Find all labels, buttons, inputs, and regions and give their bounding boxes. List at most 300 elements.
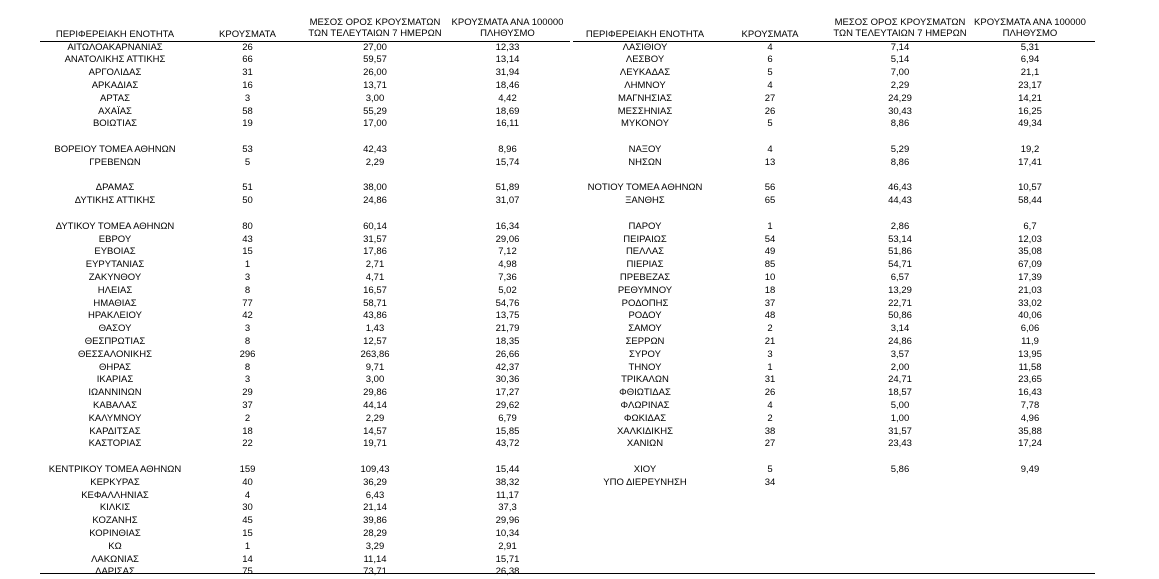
region-cell: ΡΕΘΥΜΝΟΥ: [617, 284, 673, 296]
cases-cell: 54: [764, 233, 776, 245]
table-row: [0, 259, 1159, 272]
region-cell: ΚΟΖΑΝΗΣ: [92, 515, 138, 527]
per-cell: 7,12: [498, 246, 517, 258]
per-cell: 18,69: [495, 105, 520, 117]
cases-cell: 51: [242, 182, 253, 194]
region-cell: ΚΑΒΑΛΑΣ: [93, 399, 137, 411]
avg-cell: 14,57: [363, 425, 387, 437]
table-row: [0, 554, 1159, 567]
cases-cell: 15: [242, 527, 253, 539]
region-cell: ΞΑΝΘΗΣ: [625, 195, 665, 207]
region-cell: ΦΛΩΡΙΝΑΣ: [620, 399, 670, 411]
cases-cell: 85: [764, 259, 776, 271]
region-cell: ΑΡΚΑΔΙΑΣ: [91, 79, 139, 91]
avg-cell: 3,00: [365, 374, 385, 386]
table-row: [0, 477, 1159, 490]
cases-cell: 3: [244, 323, 251, 335]
per-cell: 31,94: [495, 67, 520, 79]
region-cell: ΒΟΡΕΙΟΥ ΤΟΜΕΑ ΑΘΗΝΩΝ: [54, 143, 176, 155]
cases-cell: 22: [242, 438, 253, 450]
per-cell: 54,76: [495, 297, 520, 309]
avg-cell: 27,00: [363, 41, 387, 53]
avg-cell: 24,86: [888, 335, 912, 347]
per-cell: 15,44: [495, 463, 520, 475]
region-cell: ΚΑΡΔΙΤΣΑΣ: [89, 425, 141, 437]
avg-cell: 2,71: [365, 259, 385, 271]
avg-cell: 55,29: [363, 105, 387, 117]
avg-cell: 44,43: [888, 195, 912, 207]
avg-cell: 17,00: [363, 118, 387, 130]
avg-cell: 6,43: [365, 489, 385, 501]
avg-cell: 2,00: [890, 361, 910, 373]
per-cell: 7,36: [498, 271, 517, 283]
avg-cell: 109,43: [360, 463, 390, 475]
table-row: [0, 182, 1159, 195]
region-cell: ΘΕΣΠΡΩΤΙΑΣ: [84, 335, 146, 347]
left-header-per: ΚΡΟΥΣΜΑΤΑ ΑΝΑ 100000 ΠΛΗΘΥΣΜΟ: [451, 16, 564, 39]
region-cell: ΒΟΙΩΤΙΑΣ: [92, 118, 138, 130]
avg-cell: 39,86: [363, 515, 387, 527]
avg-cell: 44,14: [363, 399, 387, 411]
avg-cell: 23,43: [888, 438, 912, 450]
per-cell: 13,75: [495, 310, 520, 322]
table-row: [0, 272, 1159, 285]
cases-cell: 4: [244, 489, 251, 501]
table-row: [0, 413, 1159, 426]
region-cell: ΗΡΑΚΛΕΙΟΥ: [88, 310, 142, 322]
per-cell: 38,32: [495, 476, 520, 488]
avg-cell: 13,71: [363, 79, 387, 91]
cases-cell: 77: [242, 297, 253, 309]
cases-cell: 5: [244, 156, 251, 168]
avg-cell: 7,14: [890, 41, 910, 53]
per-cell: 8,96: [498, 143, 517, 155]
avg-cell: 5,00: [890, 399, 910, 411]
region-cell: ΔΥΤΙΚΟΥ ΤΟΜΕΑ ΑΘΗΝΩΝ: [55, 220, 175, 232]
region-cell: ΗΜΑΘΙΑΣ: [93, 297, 137, 309]
per-cell: 2,91: [498, 540, 517, 552]
table-row: [0, 67, 1159, 80]
cases-cell: 159: [239, 463, 256, 475]
per-cell: 31,07: [495, 195, 520, 207]
cases-cell: 3: [244, 271, 251, 283]
per-cell: 11,58: [1018, 361, 1042, 373]
per-cell: 33,02: [1018, 297, 1042, 309]
cases-cell: 14: [242, 553, 253, 565]
avg-cell: 21,14: [363, 502, 387, 514]
table-row: [0, 42, 1159, 55]
cases-cell: 4: [767, 41, 773, 53]
per-cell: 4,96: [1020, 412, 1040, 424]
region-cell: ΚΑΛΥΜΝΟΥ: [88, 412, 142, 424]
left-header-avg: ΜΕΣΟΣ ΟΡΟΣ ΚΡΟΥΣΜΑΤΩΝ ΤΩΝ ΤΕΛΕΥΤΑΙΩΝ 7 ΗΜΕΡΩΝ: [308, 16, 442, 39]
table-row: [0, 515, 1159, 528]
avg-cell: 42,43: [363, 143, 387, 155]
avg-cell: 8,86: [890, 156, 910, 168]
per-cell: 7,78: [1020, 399, 1040, 411]
avg-cell: 51,86: [888, 246, 912, 258]
avg-cell: 53,14: [888, 233, 912, 245]
cases-cell: 56: [764, 182, 776, 194]
cases-cell: 4: [767, 143, 773, 155]
per-cell: 12,03: [1018, 233, 1042, 245]
region-cell: ΔΥΤΙΚΗΣ ΑΤΤΙΚΗΣ: [74, 195, 156, 207]
cases-cell: 10: [764, 271, 776, 283]
cases-cell: 5: [767, 463, 773, 475]
table-row: [0, 541, 1159, 554]
per-cell: 10,57: [1018, 182, 1042, 194]
avg-cell: 2,86: [890, 220, 910, 232]
right-header-avg: ΜΕΣΟΣ ΟΡΟΣ ΚΡΟΥΣΜΑΤΩΝ ΤΩΝ ΤΕΛΕΥΤΑΙΩΝ 7 ΗΜΕΡΩΝ: [833, 16, 967, 39]
per-cell: 40,06: [1018, 310, 1042, 322]
per-cell: 26,66: [495, 348, 520, 360]
region-cell: ΕΥΒΟΙΑΣ: [94, 246, 136, 258]
cases-cell: 16: [242, 79, 253, 91]
per-cell: 6,94: [1020, 54, 1040, 66]
right-header-per: ΚΡΟΥΣΜΑΤΑ ΑΝΑ 100000 ΠΛΗΘΥΣΜΟ: [974, 16, 1086, 39]
region-cell: ΑΧΑΪΑΣ: [98, 105, 132, 117]
region-cell: ΛΕΣΒΟΥ: [625, 54, 665, 66]
per-cell: 15,71: [495, 553, 520, 565]
region-cell: ΠΕΛΛΑΣ: [625, 246, 665, 258]
cases-cell: 48: [764, 310, 776, 322]
avg-cell: 11,14: [363, 553, 387, 565]
per-cell: 11,17: [495, 489, 520, 501]
cases-cell: 58: [242, 105, 253, 117]
table-row: [0, 528, 1159, 541]
per-cell: 17,39: [1018, 271, 1042, 283]
table-row: [0, 310, 1159, 323]
avg-cell: 58,71: [363, 297, 387, 309]
avg-cell: 59,57: [363, 54, 387, 66]
region-cell: ΚΕΝΤΡΙΚΟΥ ΤΟΜΕΑ ΑΘΗΝΩΝ: [48, 463, 182, 475]
cases-cell: 5: [767, 67, 773, 79]
avg-cell: 46,43: [888, 182, 912, 194]
cases-cell: 18: [764, 284, 776, 296]
table-row: [0, 157, 1159, 170]
cases-cell: 45: [242, 515, 253, 527]
region-cell: ΛΑΣΙΘΙΟΥ: [622, 41, 668, 53]
cases-cell: 4: [767, 399, 773, 411]
region-cell: ΚΩ: [108, 540, 122, 552]
region-cell: ΑΝΑΤΟΛΙΚΗΣ ΑΤΤΙΚΗΣ: [64, 54, 166, 66]
avg-cell: 73,71: [363, 566, 387, 578]
cases-cell: 38: [764, 425, 776, 437]
table-row: [0, 195, 1159, 208]
region-cell: ΥΠΟ ΔΙΕΡΕΥΝΗΣΗ: [603, 476, 687, 488]
avg-cell: 60,14: [363, 220, 387, 232]
region-cell: ΘΑΣΟΥ: [98, 323, 132, 335]
table-row: [0, 93, 1159, 106]
avg-cell: 1,43: [365, 323, 385, 335]
table-row: [0, 246, 1159, 259]
per-cell: 37,3: [498, 502, 517, 514]
region-cell: ΛΑΚΩΝΙΑΣ: [91, 553, 139, 565]
region-cell: ΕΒΡΟΥ: [98, 233, 132, 245]
region-cell: ΘΗΡΑΣ: [98, 361, 132, 373]
avg-cell: 3,14: [890, 323, 910, 335]
per-cell: 67,09: [1018, 259, 1042, 271]
per-cell: 13,14: [495, 54, 520, 66]
cases-cell: 3: [244, 92, 251, 104]
per-cell: 6,06: [1020, 323, 1040, 335]
region-cell: ΚΟΡΙΝΘΙΑΣ: [89, 527, 141, 539]
cases-cell: 37: [764, 297, 776, 309]
table-row: [0, 106, 1159, 119]
cases-cell: 80: [242, 220, 253, 232]
region-cell: ΔΡΑΜΑΣ: [95, 182, 135, 194]
per-cell: 15,74: [495, 156, 520, 168]
avg-cell: 24,86: [363, 195, 387, 207]
region-cell: ΧΑΛΚΙΔΙΚΗΣ: [616, 425, 674, 437]
cases-cell: 26: [764, 105, 776, 117]
per-cell: 11,9: [1021, 335, 1039, 347]
cases-cell: 4: [767, 79, 773, 91]
table-row: [0, 490, 1159, 503]
cases-cell: 42: [242, 310, 253, 322]
table-row: [0, 426, 1159, 439]
table-row: [0, 464, 1159, 477]
per-cell: 26,38: [495, 566, 520, 578]
per-cell: 43,72: [495, 438, 520, 450]
per-cell: 14,21: [1018, 92, 1042, 104]
region-cell: ΛΗΜΝΟΥ: [624, 79, 666, 91]
cases-cell: 53: [242, 143, 253, 155]
region-cell: ΝΟΤΙΟΥ ΤΟΜΕΑ ΑΘΗΝΩΝ: [587, 182, 703, 194]
avg-cell: 36,29: [363, 476, 387, 488]
per-cell: 18,46: [495, 79, 520, 91]
table-row: [0, 80, 1159, 93]
avg-cell: 3,57: [890, 348, 910, 360]
region-cell: ΠΕΙΡΑΙΩΣ: [623, 233, 667, 245]
cases-cell: 1: [244, 259, 251, 271]
avg-cell: 5,86: [890, 463, 910, 475]
cases-cell: 1: [244, 540, 251, 552]
table-row: [0, 144, 1159, 157]
avg-cell: 43,86: [363, 310, 387, 322]
region-cell: ΧΙΟΥ: [633, 463, 657, 475]
cases-cell: 2: [767, 412, 773, 424]
region-cell: ΠΙΕΡΙΑΣ: [626, 259, 664, 271]
cases-cell: 1: [767, 361, 773, 373]
avg-cell: 30,43: [888, 105, 912, 117]
avg-cell: 13,29: [888, 284, 912, 296]
avg-cell: 8,86: [890, 118, 910, 130]
table-row: [0, 451, 1159, 464]
region-cell: ΜΥΚΟΝΟΥ: [621, 118, 669, 130]
region-cell: ΠΡΕΒΕΖΑΣ: [619, 271, 671, 283]
avg-cell: 7,00: [890, 67, 910, 79]
avg-cell: 19,71: [363, 438, 387, 450]
region-cell: ΛΑΡΙΣΑΣ: [95, 566, 135, 578]
region-cell: ΣΕΡΡΩΝ: [625, 335, 665, 347]
left-header-region: ΠΕΡΙΦΕΡΕΙΑΚΗ ΕΝΟΤΗΤΑ: [55, 29, 175, 40]
table-row: [0, 502, 1159, 515]
cases-cell: 49: [764, 246, 776, 258]
per-cell: 29,62: [495, 399, 520, 411]
cases-cell: 29: [242, 387, 253, 399]
per-cell: 21,03: [1018, 284, 1042, 296]
avg-cell: 38,00: [363, 182, 387, 194]
per-cell: 13,95: [1018, 348, 1042, 360]
avg-cell: 16,57: [363, 284, 387, 296]
per-cell: 21,79: [495, 323, 520, 335]
region-cell: ΡΟΔΟΥ: [628, 310, 662, 322]
per-cell: 4,98: [498, 259, 517, 271]
region-cell: ΑΡΓΟΛΙΔΑΣ: [88, 67, 142, 79]
avg-cell: 50,86: [888, 310, 912, 322]
cases-cell: 8: [244, 361, 251, 373]
per-cell: 49,34: [1018, 118, 1042, 130]
table-row: [0, 438, 1159, 451]
table-row: [0, 221, 1159, 234]
cases-cell: 3: [767, 348, 773, 360]
avg-cell: 26,00: [363, 67, 387, 79]
avg-cell: 2,29: [365, 412, 385, 424]
cases-cell: 65: [764, 195, 776, 207]
avg-cell: 28,29: [363, 527, 387, 539]
table-row: [0, 566, 1159, 579]
per-cell: 6,7: [1023, 220, 1037, 232]
avg-cell: 31,57: [363, 233, 387, 245]
table-row: [0, 349, 1159, 362]
table-row: [0, 400, 1159, 413]
per-cell: 9,49: [1020, 463, 1040, 475]
avg-cell: 2,29: [890, 79, 910, 91]
table-row: [0, 118, 1159, 131]
table-row: [0, 285, 1159, 298]
per-cell: 12,33: [495, 41, 520, 53]
cases-cell: 2: [767, 323, 773, 335]
per-cell: 18,35: [495, 335, 520, 347]
cases-cell: 66: [242, 54, 253, 66]
per-cell: 23,65: [1018, 374, 1042, 386]
region-cell: ΣΥΡΟΥ: [629, 348, 661, 360]
region-cell: ΠΑΡΟΥ: [628, 220, 662, 232]
table-row: [0, 170, 1159, 183]
region-cell: ΚΑΣΤΟΡΙΑΣ: [88, 438, 142, 450]
right-header-cases: ΚΡΟΥΣΜΑΤΑ: [741, 29, 799, 40]
region-cell: ΜΑΓΝΗΣΙΑΣ: [618, 92, 672, 104]
cases-cell: 26: [242, 41, 253, 53]
per-cell: 29,96: [495, 515, 520, 527]
region-cell: ΑΡΤΑΣ: [100, 92, 130, 104]
avg-cell: 3,00: [365, 92, 385, 104]
cases-cell: 8: [244, 284, 251, 296]
per-cell: 10,34: [495, 527, 520, 539]
region-cell: ΤΗΝΟΥ: [628, 361, 662, 373]
per-cell: 19,2: [1020, 143, 1040, 155]
region-cell: ΗΛΕΙΑΣ: [97, 284, 133, 296]
avg-cell: 4,71: [365, 271, 385, 283]
cases-cell: 31: [764, 374, 776, 386]
avg-cell: 263,86: [360, 348, 390, 360]
cases-cell: 2: [244, 412, 251, 424]
table-row: [0, 374, 1159, 387]
cases-cell: 30: [242, 502, 253, 514]
per-cell: 35,88: [1018, 425, 1042, 437]
cases-cell: 296: [239, 348, 256, 360]
region-cell: ΝΑΞΟΥ: [628, 143, 662, 155]
cases-cell: 75: [242, 566, 253, 578]
region-cell: ΤΡΙΚΑΛΩΝ: [621, 374, 669, 386]
avg-cell: 54,71: [888, 259, 912, 271]
avg-cell: 22,71: [888, 297, 912, 309]
per-cell: 16,34: [495, 220, 520, 232]
avg-cell: 24,29: [888, 92, 912, 104]
region-cell: ΛΕΥΚΑΔΑΣ: [619, 67, 671, 79]
cases-cell: 1: [767, 220, 773, 232]
avg-cell: 31,57: [888, 425, 912, 437]
region-cell: ΚΕΦΑΛΛΗΝΙΑΣ: [81, 489, 149, 501]
cases-cell: 43: [242, 233, 253, 245]
cases-cell: 26: [764, 387, 776, 399]
per-cell: 4,42: [498, 92, 517, 104]
per-cell: 23,17: [1018, 79, 1042, 91]
table-row: [0, 208, 1159, 221]
cases-cell: 21: [764, 335, 776, 347]
region-cell: ΡΟΔΟΠΗΣ: [621, 297, 669, 309]
avg-cell: 5,14: [890, 54, 910, 66]
per-cell: 17,24: [1018, 438, 1042, 450]
cases-cell: 5: [767, 118, 773, 130]
per-cell: 6,79: [498, 412, 517, 424]
cases-cell: 8: [244, 335, 251, 347]
table-row: [0, 234, 1159, 247]
table-row: [0, 54, 1159, 67]
per-cell: 17,41: [1018, 156, 1042, 168]
cases-cell: 34: [764, 476, 776, 488]
table-row: [0, 387, 1159, 400]
avg-cell: 6,57: [890, 271, 910, 283]
table-row: [0, 298, 1159, 311]
cases-cell: 19: [242, 118, 253, 130]
per-cell: 51,89: [495, 182, 520, 194]
cases-cell: 18: [242, 425, 253, 437]
per-cell: 21,1: [1020, 67, 1040, 79]
table-row: [0, 323, 1159, 336]
cases-cell: 31: [242, 67, 253, 79]
region-cell: ΚΕΡΚΥΡΑΣ: [90, 476, 140, 488]
region-cell: ΙΩΑΝΝΙΝΩΝ: [88, 387, 142, 399]
region-cell: ΓΡΕΒΕΝΩΝ: [89, 156, 141, 168]
per-cell: 16,11: [495, 118, 520, 130]
cases-cell: 27: [764, 92, 776, 104]
avg-cell: 24,71: [888, 374, 912, 386]
per-cell: 58,44: [1018, 195, 1042, 207]
per-cell: 30,36: [495, 374, 520, 386]
cases-cell: 40: [242, 476, 253, 488]
per-cell: 35,08: [1018, 246, 1042, 258]
region-cell: ΚΙΛΚΙΣ: [99, 502, 131, 514]
table-row: [0, 362, 1159, 375]
cases-cell: 27: [764, 438, 776, 450]
cases-cell: 13: [764, 156, 776, 168]
cases-cell: 6: [767, 54, 773, 66]
cases-cell: 3: [244, 374, 251, 386]
per-cell: 16,25: [1018, 105, 1042, 117]
per-cell: 17,27: [495, 387, 520, 399]
table-row: [0, 131, 1159, 144]
avg-cell: 17,86: [363, 246, 387, 258]
region-cell: ΖΑΚΥΝΘΟΥ: [88, 271, 142, 283]
region-cell: ΕΥΡΥΤΑΝΙΑΣ: [85, 259, 145, 271]
avg-cell: 2,29: [365, 156, 385, 168]
region-cell: ΑΙΤΩΛΟΑΚΑΡΝΑΝΙΑΣ: [67, 41, 163, 53]
region-cell: ΙΚΑΡΙΑΣ: [96, 374, 134, 386]
per-cell: 29,06: [495, 233, 520, 245]
avg-cell: 3,29: [365, 540, 385, 552]
